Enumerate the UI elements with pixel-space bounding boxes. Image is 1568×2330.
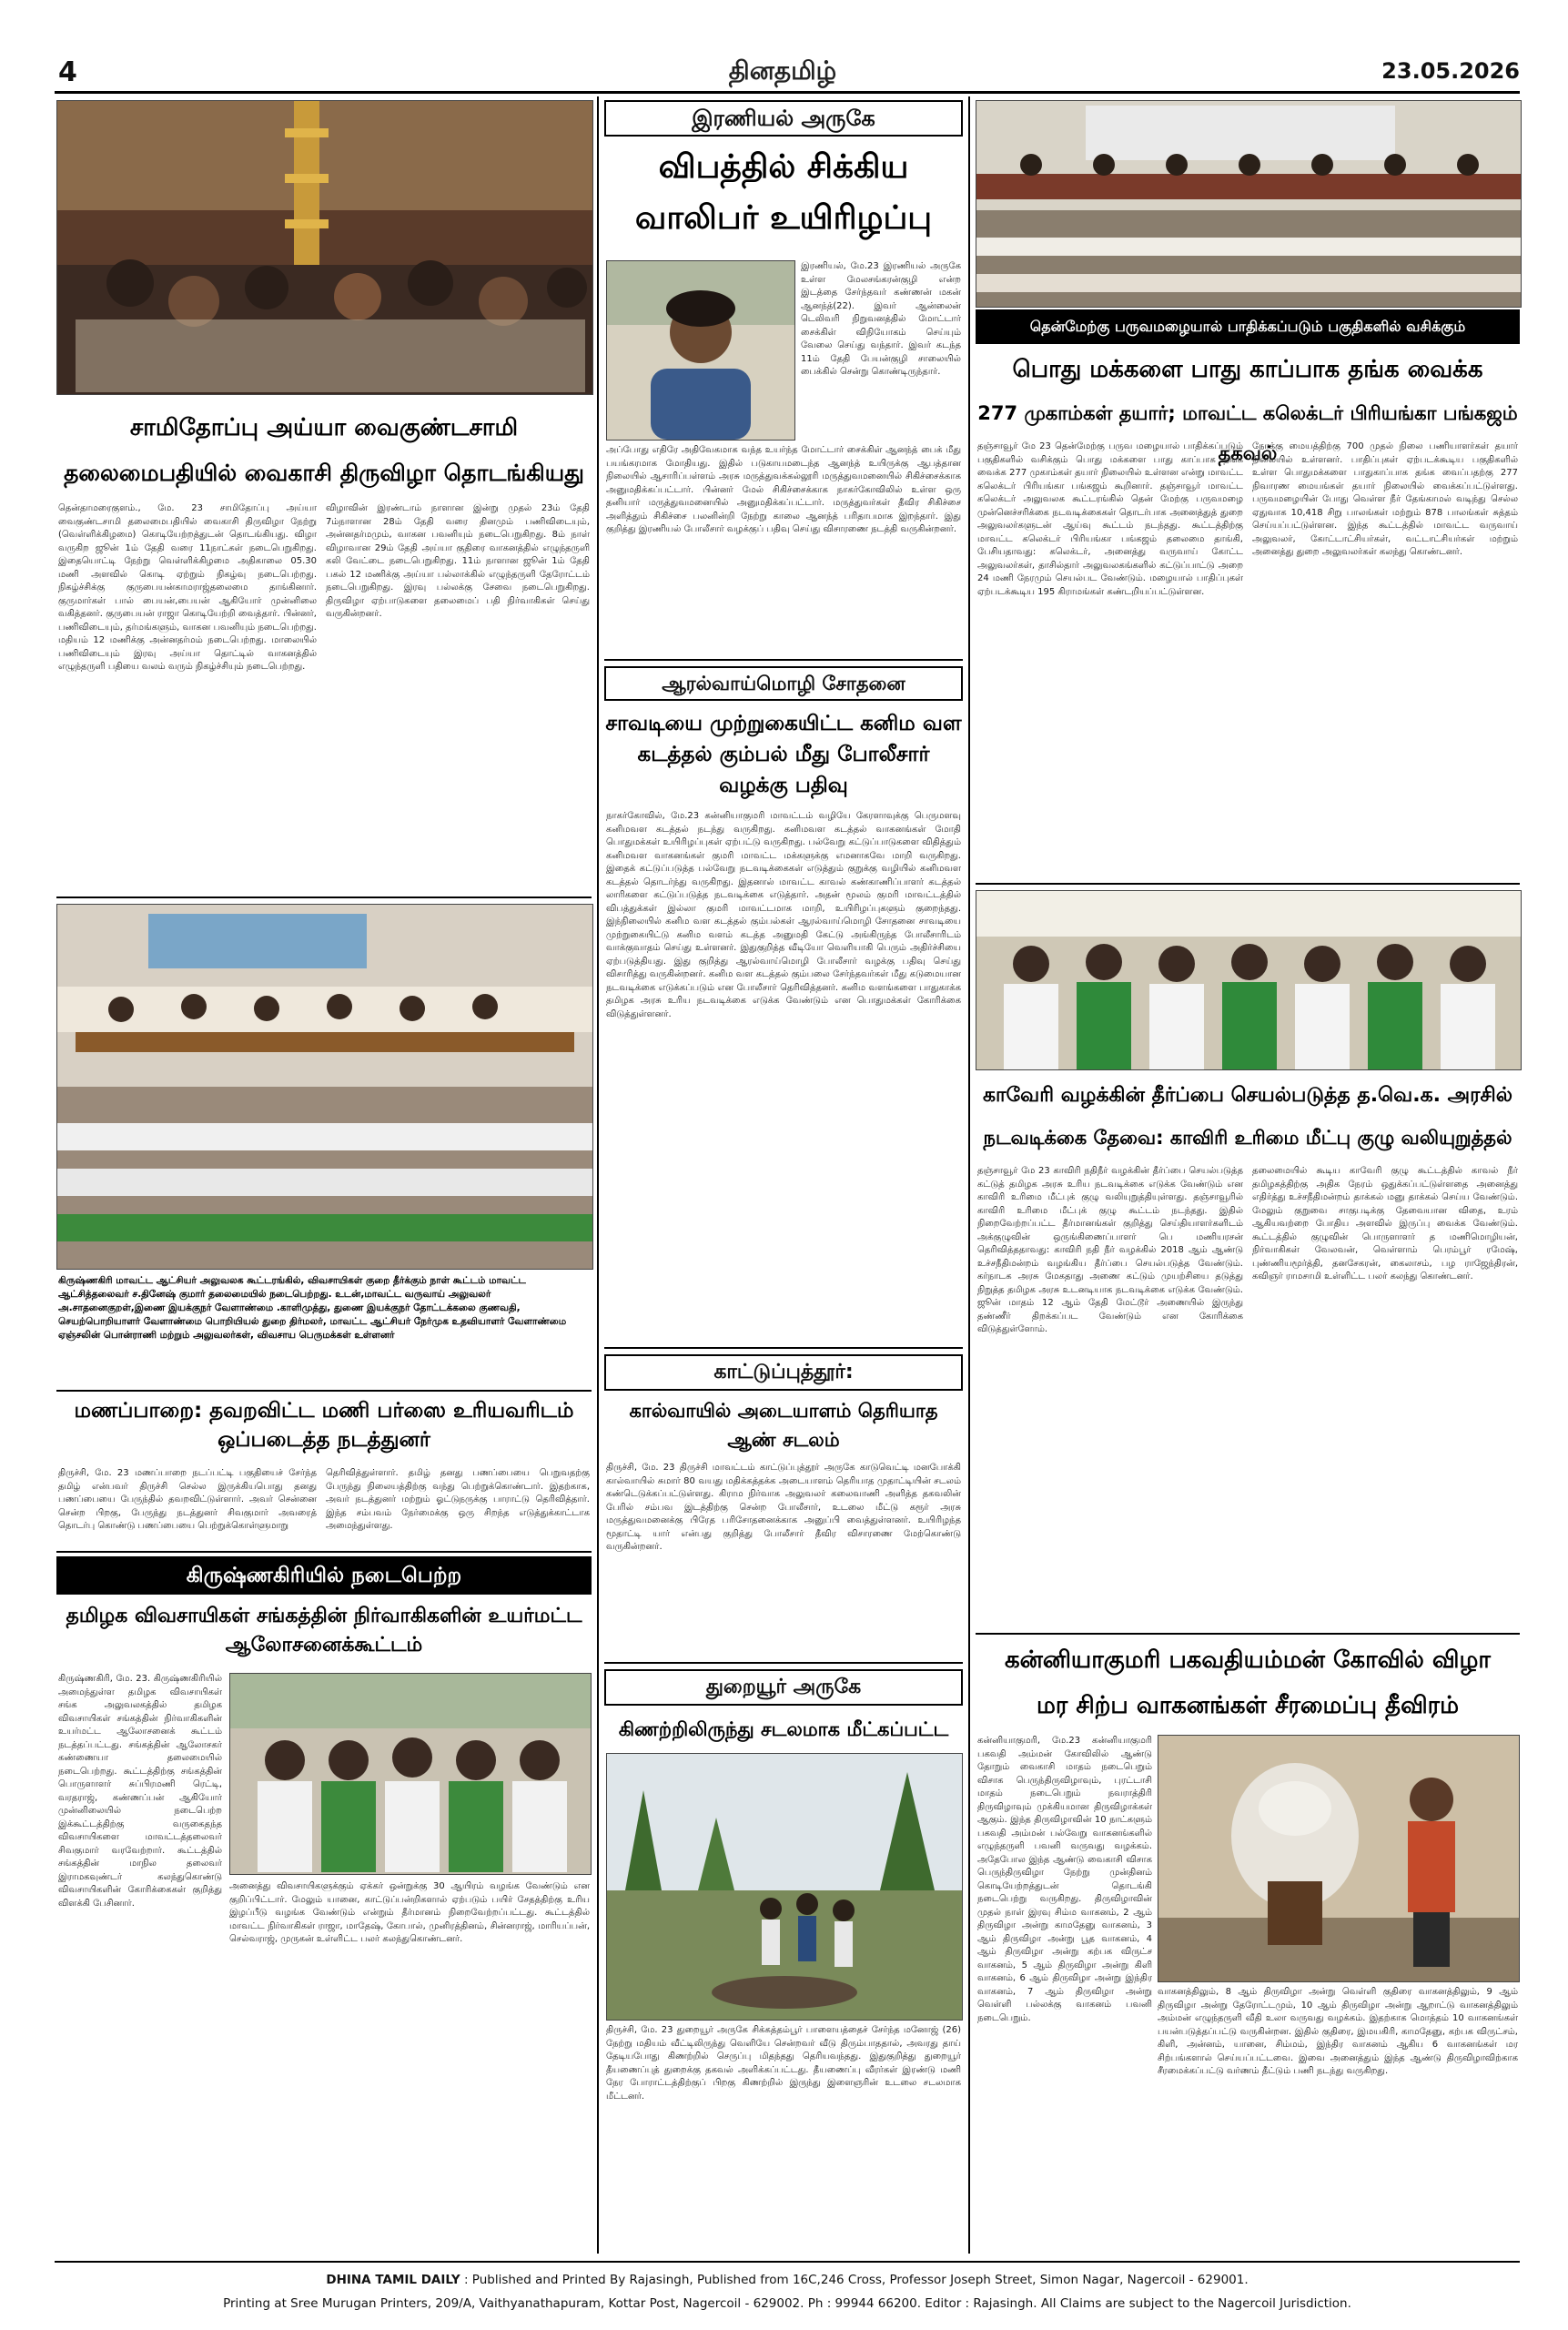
col2-divider-2 bbox=[604, 1347, 963, 1349]
kattuputhur-headline: கால்வாயில் அடையாளம் தெரியாத ஆண் சடலம் bbox=[629, 1400, 938, 1451]
manapparai-body-left: திருச்சி, மே. 23 மணப்பாறை நடப்பட்டி பகுதியைச் சேர்ந்த தமிழ் என்பவர் திருச்சி செல்ல இருக்கியபொது தனது பணப்பையை பேருந்தில் தவறவிட்டுள்ளார். அவர் சென்னை சென்ற பிறகு, பேருந்து நடத்துனர் சிவகுமார் அவரைத் தொடர்பு கொண்டு பணப்பையை பெற்றுக்கொள்ளுமாறு bbox=[58, 1468, 317, 1531]
thuraiyur-headline: கிணற்றிலிருந்து சடலமாக மீட்கப்பட்ட bbox=[618, 1718, 949, 1740]
well-rescue-photo bbox=[606, 1753, 963, 2021]
collector-meeting-photo bbox=[56, 904, 593, 1270]
kanyakumari-body-right: வாகனத்திலும், 8 ஆம் திருவிழா அன்று வெள்ளி குதிரை வாகனத்திலும், 9 ஆம் திருவிழா அன்று தேரோட்டமும், 10 ஆம் திருவிழா அன்று ஆறாட்டு வாகனத்திலும் அம்மன் எழுந்தருளி வீதி உலா வருவது வழக்கம். இதற்காக மொத்தம் 10 வாகனங்கள் பயன்படுத்தப்பட்டு வருகின்றன. இதில் குதிரை, இமயகிரி, காமதேனு, கற்பக விருட்சம், கிளி, அன்னம், யானை, சிம்மம், இந்திர வாகனம் ஆகிய 6 வாகனங்கள் மர சிற்பங்களால் செய்யப்பட்டவை. இவை அனைத்தும் இந்த ஆண்டு திருவிழாவிற்காக சீரமைக்கப்பட்டு வர்ணம் தீட்டும் பணி நடந்து வருகிறது. bbox=[1158, 1987, 1518, 2076]
manapparai-body-right: தெரிவித்துள்ளார். தமிழ் தனது பணப்பையை பெறுவதற்கு பேருந்து நிலையத்திற்கு வந்து பெற்றுக்கொண்டார். இதற்காக, அவர் நடத்துனர் மற்றும் ஓட்டுநருக்கு பாராட்டு தெரிவித்தார். இந்த சம்பவம் நேர்மைக்கு ஒரு சிறந்த எடுத்துக்காட்டாக அமைந்துள்ளது. bbox=[326, 1468, 590, 1531]
eraniel-body-full: அப்போது எதிரே அதிவேகமாக வந்த உயர்ந்த மோட்டார் சைக்கிள் ஆனந்த் பைக் மீது பயங்கரமாக மோதியது. இதில் படுகாயமடைந்த ஆனந்த் உயிருக்கு ஆபத்தான நிலையில் ஆசாரிப்பள்ளம் அரசு மருத்துவக்கல்லூரி மருத்துவமனையில் சிகிச்சைக்காக அனுமதிக்கப்பட்டார். பின்னர் மேல் சிகிச்சைக்காக நாகர்கோவிலில் உள்ள ஒரு தனியார் மருத்துவமனையில் அனுமதிக்கப்பட்டார். மருத்துவர்கள் தீவிர சிகிச்சை அளித்தும் சிகிச்சை பலனின்றி நேற்று காலை ஆனந்த் பரிதாபமாக இறந்தார். இது குறித்து இரணியல் போலீசார் வழக்குப் பதிவு செய்து விசாரணை நடத்தி வருகின்றனர். bbox=[606, 445, 961, 534]
eraniel-body-side: இரணியல், மே.23 இரணியல் அருகே உள்ள மேலசங்கரன்குழி என்ற இடத்தை சேர்ந்தவர் கண்ணன் மகன் ஆனந்த்(22). இவர் ஆன்லைன் டெலிவரி நிறுவனத்தில் மோட்டார் சைக்கிள் விநியோகம் செய்யும் வேலை செய்து வந்தார். இவர் கடந்த 11ம் தேதி பேயன்குழி சாலையில் பைக்கில் சென்று கொண்டிருந்தார். bbox=[801, 261, 961, 377]
eraniel-kicker: இரணியல் அருகே bbox=[692, 106, 875, 131]
samithoppu-body-right: விழாவின் இரண்டாம் நாளான இன்று முதல் 23ம் தேதி 7ம்நாளான 28ம் தேதி வரை தினமும் பணிவிடையும், அன்னதர்மமும், வாகன பவனியும் நடைபெறுகிறது. 8ம் நாள் விழாவான 29ம் தேதி அய்யா குதிரை வாகனத்தில் எழுந்தருளி கலி வேட்டை நடைபெறுகிறது. 11ம் நாளான ஜூன் 1ம் தேதி பகல் 12 மணிக்கு அய்யா பல்லாக்கில் எழுந்தருளி தேரோட்டம் நடைபெறுகிறது. இரவு பல்லக்கு சேவை நடைபெறுகிறது. திருவிழா ஏற்பாடுகளை தலைமைப் பதி நிர்வாகிகள் செய்து வருகின்றனர். bbox=[326, 503, 590, 619]
cauvery-headline-1: காவேரி வழக்கின் தீர்ப்பை செயல்படுத்த த.வெ.க. அரசில் bbox=[982, 1084, 1512, 1107]
kanyakumari-headline-1: கன்னியாகுமரி பகவதியம்மன் கோவில் விழா bbox=[1004, 1646, 1491, 1674]
kanyakumari-body-left: கன்னியாகுமரி, மே.23 கன்னியாகுமரி பகவதி அம்மன் கோவிலில் ஆண்டு தோறும் வைகாசி மாதம் நடைபெறும் விசாக பெருந்திருவிழாவும், புரட்டாசி மாதம் நடைபெறும் நவராத்திரி திருவிழாவும் முக்கியமான திருவிழாக்கள் ஆகும். இந்த திருவிழாவின் 10 நாட்களும் பகவதி அம்மன் பல்வேறு வாகனங்களில் எழுந்தருளி பவனி வருவது வழக்கம். அதேபோல இந்த ஆண்டு வைகாசி விசாக பெருந்திருவிழா நேற்று முன்தினம் கொடியேற்றத்துடன் தொடங்கி நடைபெற்று வருகிறது. திருவிழாவின் முதல் நாள் இரவு சிம்ம வாகனம், 2 ஆம் திருவிழா அன்று காமதேனு வாகனம், 3 ஆம் திருவிழா அன்று பூத வாகனம், 4 ஆம் திருவிழா அன்று கற்பக விருட்ச வாகனம், 5 ஆம் திருவிழா அன்று கிளி வாகனம், 6 ஆம் திருவிழா அன்று இந்திர வாகனம், 7 ஆம் திருவிழா அன்று வெள்ளி பல்லக்கு வாகனம் பவனி நடைபெறும். bbox=[977, 1736, 1152, 2023]
monsoon-kicker: தென்மேற்கு பருவமழையால் பாதிக்கப்படும் பகுதிகளில் வசிக்கும் bbox=[1029, 318, 1466, 335]
monsoon-headline-1: பொது மக்களை பாது காப்பாக தங்க வைக்க bbox=[1012, 356, 1483, 383]
imprint-line-2: Printing at Sree Murugan Printers, 209/A, Vaithyanathapuram, Kottar Post, Nagercoil - 629002. Ph : 99944 66200. Editor : Rajasingh. All Claims are subject to the Nagercoil Jurisdiction. bbox=[223, 2296, 1351, 2311]
krishnagiri-body-right: அனைத்து விவசாயிகளுக்கும் ஏக்கர் ஒன்றுக்கு 30 ஆயிரம் வழங்க வேண்டும் என குறிப்பிட்டார். மேலும் யானை, காட்டுப்பன்றிகளால் ஏற்படும் பயிர் சேதத்திற்கு உரிய இழப்பீடு வழங்க வேண்டும் என்றும் தீர்மானம் நிறைவேற்றப்பட்டது. கூட்டத்தில் மாவட்ட நிர்வாகிகள் ராஜா, மாதேஷ், கோபால், முனிரத்தினம், சின்னராஜ், மாரியப்பன், செல்வராஜ், முருகன் உள்ளிட்ட பலர் கலந்துகொண்டனர். bbox=[229, 1881, 590, 1944]
footer-top-rule bbox=[55, 2261, 1520, 2263]
cauvery-body-left: தஞ்சாவூர் மே 23 காவிரி நதிநீர் வழக்கின் தீர்ப்பை செயல்படுத்த கட்டுத் தமிழக அரசு உரிய நடவடிக்கை எடுக்க வேண்டும் என காவிரி உரிமை மீட்புக் குழு வலியுறுத்தியுள்ளது. தஞ்சாவூரில் காவிரி உரிமை மீட்புக் குழு கூட்டம் நடந்தது. இதில் நிறைவேற்றப்பட்ட தீர்மானங்கள் குறித்து செய்தியாளர்களிடம் அக்குழுவின் ஒருங்கிணைப்பாளர் பெ மணியரசன் தெரிவித்ததாவது: காவிரி நதி நீர் வழக்கில் 2018 ஆம் ஆண்டு உச்சநீதிமன்றம் வழங்கிய தீர்ப்பை செயல்படுத்த வேண்டும். கர்நாடக அரசு மேகதாது அணை கட்டும் முயற்சியை தடுத்து நிறுத்த தமிழக அரசு உடனடியாக நடவடிக்கை எடுக்க வேண்டும். ஜூன் மாதம் 12 ஆம் தேதி மேட்டூர் அணையில் இருந்து தண்ணீர் திறக்கப்பட வேண்டும் என கோரிக்கை விடுத்துள்ளோம். bbox=[977, 1166, 1243, 1334]
imprint-title: DHINA TAMIL DAILY bbox=[326, 2273, 460, 2287]
thuraiyur-kicker: துறையூர் அருகே bbox=[705, 1676, 862, 1698]
kattuputhur-kicker: காட்டுப்புத்தூர்: bbox=[713, 1361, 854, 1383]
monsoon-body-right: நோக்கு மையத்திற்கு 700 முதல் நிலை பணியாளர்கள் தயார் நிலையில் உள்ளனர். பாதிப்புகள் ஏற்படக்கூடிய பகுதிகளில் உள்ள பொதுமக்களை பாதுகாப்பாக தங்க வைப்பதற்கு 277 நிவாரண மையங்கள் தயார் நிலையில் வைக்கப்பட்டுள்ளது. பருவமழையின் போது வெள்ள நீர் தேங்காமல் வடிந்து செல்ல ஏதுவாக 10,418 சிறு பாலங்கள் மற்றும் 878 பாலங்கள் சுத்தம் செய்யப்பட்டுள்ளன. இந்த கூட்டத்தில் மாவட்ட வருவாய் அலுவலர், கோட்டாட்சியர்கள், வட்டாட்சியர்கள் மற்றும் அனைத்து துறை அலுவலர்கள் கலந்து கொண்டனர். bbox=[1252, 441, 1518, 557]
col3-divider-2 bbox=[976, 1633, 1520, 1635]
manapparai-headline: மணப்பாறை: தவறவிட்ட மணி பர்ஸை உரியவரிடம் ஒப்படைத்த நடத்துனர் bbox=[74, 1399, 574, 1452]
accident-victim-photo bbox=[606, 260, 795, 441]
cauvery-body-right: தலைமையில் கூடிய காவேரி குழு கூட்டத்தில் காவல் நீர் தமிழகத்திற்கு அதிக நேரம் ஒதுக்கப்பட்டுள்ளதை அனைத்து எதிர்த்து உச்சநீதிமன்றம் தாக்கல் மனு தாக்கல் செய்ய வேண்டும். மேலும் குறுவை சாகுபடிக்கு தேவையான விதை, உரம் ஆகியவற்றை போதிய அளவில் இருப்பு வைக்க வேண்டும். கூட்டத்தில் குழுவின் பொருளாளர் த மணிமொழியன், நிர்வாகிகள் வேலவன், வெள்ளாம் பெரம்பூர் ரமேஷ், புண்ணியமூர்த்தி, தனசேகரன், கைலாசம், பழ ராஜேந்திரன், கவிஞர் ராமசாமி உள்ளிட்ட பலர் கலந்து கொண்டனர். bbox=[1252, 1166, 1518, 1282]
col2-divider-1 bbox=[604, 659, 963, 661]
farmers-association-photo bbox=[229, 1673, 592, 1875]
krishnagiri-body-left: கிருஷ்ணகிரி, மே. 23. கிருஷ்ணகிரியில் அமைந்துள்ள தமிழக விவசாயிகள் சங்க அலுவலகத்தில் தமிழக விவசாயிகள் சங்கத்தின் நிர்வாகிகளின் உயர்மட்ட ஆலோசனைக் கூட்டம் நடத்தப்பட்டது. சங்கத்தின் ஆலோசகர் கண்ணையா தலைமையில் நடைபெற்றது. கூட்டத்திற்கு சங்கத்தின் பொருளாளர் சுப்பிரமணி ரெட்டி, வரதராஜ், கண்ணப்பன் ஆகியோர் முன்னிலையில் நடைபெற்ற இக்கூட்டத்திற்கு வருகைதந்த விவசாயிகளை மாவட்டத்தலைவர் சிவகுமார் வரவேற்றார். கூட்டத்தில் சங்கத்தின் மாநில தலைவர் இராமகவுண்டர் கலந்துகொண்டு விவசாயிகளின் கோரிக்கைகள் குறித்து விளக்கி பேசினார். bbox=[58, 1674, 222, 1909]
samithoppu-body-left: தென்தாமரைகுளம்., மே. 23 சாமிதோப்பு அய்யா வைகுண்டசாமி தலைமைபதியில் வைகாசி திருவிழா நேற்று (வெள்ளிக்கிழமை) கொடியேற்றத்துடன் தொடங்கியது. விழா வருகிற ஜூன் 1ம் தேதி வரை 11நாட்கள் நடைபெறுகிறது. இதையொட்டி நேற்று வெள்ளிக்கிழமை அதிகாலை 05.30 மணி அளவில் கொடி ஏற்றும் நிகழ்வு நடைபெற்றது. நிகழ்ச்சிக்கு குருபையன்காமராஜ்தலைமை தாங்கினார். குருமார்கள் பால் பையன்,பையன் ஆகியோர் முன்னிலை வகித்தனர். குருபையன் ராஜா கொடியேற்றி வைத்தார். பின்னர், பணிவிடையும், தர்மங்களும், வாகன பவனியும் நடைபெற்றது. மதியம் 12 மணிக்கு அன்னதர்மம் நடைபெற்றது. மாலையில் பணிவிடையும் இரவு அய்யா தொட்டில் வாகனத்தில் எழுந்தருளி பதியை வலம் வரும் நிகழ்ச்சியும் நடைபெற்றது. bbox=[58, 503, 317, 672]
paper-name: தினதமிழ் bbox=[728, 56, 837, 86]
wooden-vahanam-photo bbox=[1158, 1735, 1520, 1982]
page-number: 4 bbox=[58, 56, 77, 88]
column-separator-1 bbox=[597, 96, 599, 2254]
krishnagiri-kicker: கிருஷ்ணகிரியில் நடைபெற்ற bbox=[186, 1564, 462, 1587]
imprint-publisher: : Published and Printed By Rajasingh, Published from 16C,246 Cross, Professor Joseph Street, Simon Nagar, Nagercoil - 629001. bbox=[463, 2273, 1249, 2287]
col2-divider-3 bbox=[604, 1662, 963, 1664]
kattuputhur-body: திருச்சி, மே. 23 திருச்சி மாவட்டம் காட்டுப்புத்தூர் அருகே காடுவெட்டி மனபோக்கி கால்வாயில் சுமார் 80 வயது மதிக்கத்தக்க அடையாளம் தெரியாத முதாட்டியின் சடலம் கண்டெடுக்கப்பட்டுள்ளது. கிராம நிர்வாக அலுவலர் கலைவாணி அளித்த தகவலின் பேரில் சம்பவ இடத்திற்கு சென்ற போலீசார், உடலை மீட்டு கரூர் அரசு மருத்துவமனைக்கு பிரேத பரிசோதனைக்காக அனுப்பி வைத்துள்ளனர். உயிரிழந்த மூதாட்டி யார் என்பது குறித்து போலீசார் தீவிர விசாரணை மேற்கொண்டு வருகின்றனர். bbox=[606, 1463, 961, 1552]
thuraiyur-body: திருச்சி, மே. 23 துறையூர் அருகே சிக்கத்தம்பூர் பாளையத்தைச் சேர்ந்த மனோஜ் (26) நேற்று மதியம் வீட்டிலிருந்து வெளியே சென்றவர் வீடு திரும்பாததால், அவரது தாய் தேடியபோது கிணற்றில் செருப்பு மிதந்தது தெரியவந்தது. இதுகுறித்து துறையூர் தீயணைப்புத் துறைக்கு தகவல் அளிக்கப்பட்டது. தீயணைப்பு வீரர்கள் இரண்டு மணி நேர போராட்டத்திற்குப் பிறகு கிணற்றில் இருந்து இளைஞரின் உடலை சடலமாக மீட்டனர். bbox=[606, 2025, 961, 2102]
monsoon-body-left: தஞ்சாவூர் மே 23 தென்மேற்கு பருவ மழையால் பாதிக்கப்படும் பகுதிகளில் வசிக்கும் பொது மக்களை பாது காப்பாக தங்க வைக்க 277 முகாம்கள் தயார் நிலையில் உள்ளன என்று மாவட்ட கலெக்டர் பிரியங்கா பங்கஜம் கூறினார். தஞ்சாவூர் மாவட்ட கலெக்டர் அலுவலக கூட்டரங்கில் தென் மேற்கு பருவமழை முன்னெச்சரிக்கை நடவடிக்கைகள் தொடர்பாக அனைத்துத் துறை அலுவலர்களுடன் ஆய்வு கூட்டம் நடந்தது. கூட்டத்திற்கு மாவட்ட கலெக்டர் பிரியங்கா பங்கஜம் தலைமை தாங்கி, பேசியதாவது: கலெக்டர், அனைத்து வருவாய் கோட்ட அலுவலர்கள், தாசில்தார் அலுவலகங்களில் கட்டுப்பாட்டு அறை 24 மணி நேரமும் செயல்பட வேண்டும். மழையால் பாதிப்புகள் ஏற்படக்கூடிய 195 கிராமங்கள் கண்டறியப்பட்டுள்ளன. bbox=[977, 441, 1243, 597]
col1-divider-3 bbox=[56, 1551, 592, 1553]
collector-meeting-caption: கிருஷ்ணகிரி மாவட்ட ஆட்சியர் அலுவலக கூட்டரங்கில், விவசாயிகள் குறை தீர்க்கும் நாள் கூட்டம் மாவட்ட ஆட்சித்தலைவர் ச.தினேஷ் குமார் தலைமையில் நடைபெற்றது. உடன்,மாவட்ட வருவாய் அலுவலர் அ.சாதனைகுறள்,இணை இயக்குநர் வேளாண்மை .காளிமுத்து, துணை இயக்குநர் தோட்டக்கலை குணவதி, செயற்பொறியாளர் வேளாண்மை பொறியியல் துறை திர்மலர், மாவட்ட ஆட்சியர் நேர்முக உதவியாளர் வேளாண்மை ஏஞ்சலின் பொன்ராணி மற்றும் அலுவலர்கள், விவசாய பெருமக்கள் உள்ளனர் bbox=[58, 1275, 567, 1341]
kanyakumari-headline-2: மர சிற்ப வாகனங்கள் சீரமைப்பு தீவிரம் bbox=[1036, 1692, 1460, 1719]
cauvery-headline-2: நடவடிக்கை தேவை: காவிரி உரிமை மீட்பு குழு வலியுறுத்தல் bbox=[983, 1127, 1512, 1149]
temple-festival-photo bbox=[56, 100, 593, 395]
aralvaimozhi-headline: சாவடியை முற்றுகையிட்ட கனிம வள கடத்தல் கும்பல் மீது போலீசார் வழக்கு பதிவு bbox=[605, 712, 962, 797]
cauvery-committee-photo bbox=[976, 890, 1522, 1070]
column-separator-2 bbox=[968, 96, 970, 2254]
monsoon-meeting-photo bbox=[976, 100, 1522, 308]
krishnagiri-headline: தமிழக விவசாயிகள் சங்கத்தின் நிர்வாகிகளின் உயர்மட்ட ஆலோசனைக்கூட்டம் bbox=[66, 1605, 582, 1656]
aralvaimozhi-kicker: ஆரல்வாய்மொழி சோதனை bbox=[662, 673, 905, 694]
masthead-rule bbox=[55, 91, 1520, 94]
aralvaimozhi-body: நாகர்கோவில், மே.23 கன்னியாகுமரி மாவட்டம் வழியே கேரளாவுக்கு பெருமளவு கனிமவள கடத்தல் நடந்து வருகிறது. கனிமவள கடத்தல் வாகனங்கள் மோதி பொதுமக்கள் உயிரிழப்புகள் ஏற்பட்டு வருகிறது. பல்வேறு கட்டுப்பாடுகளை விதித்தும் கனிமவள வாகனங்கள் குமரி மாவட்ட மக்களுக்கு எமனாகவே மாறி வருகிறது. இதைக் கட்டுப்படுத்த பல்வேறு நடவடிக்கைகள் எடுத்தும் குறுக்கு வழியில் கனிமவள கடத்தல் தொடர்ந்து வருகிறது. இதனால் மாவட்ட காவல் கண்காணிப்பாளர் கடத்தல் லாரிகளை கட்டுப்படுத்த நடவடிக்கை எடுத்தார். அதன் மூலம் குமரி மாவட்டத்தில் விபத்துக்கள் இல்லா குமரி மாவட்டமாக மாறி, உயிரிழப்புகளும் குறைந்தது. இந்நிலையில் கனிம வள கடத்தல் கும்பல்கள் ஆரல்வாய்மொழி சோதனை சாவடியை முற்றுகையிட்டு கனிம வளம் கடத்த அனுமதி கேட்டு அங்கிருந்த போலீசாரிடம் வாக்குவாதம் செய்து உள்ளனர். இதுகுறித்த வீடியோ வெளியாகி பெரும் அதிர்ச்சியை ஏற்படுத்தியது. இது குறித்து ஆரல்வாய்மொழி போலீசார் வழக்கு பதிவு செய்து விசாரித்து வருகின்றனர். கனிம வள கடத்தல் கும்பலை சேர்ந்தவர்கள் மீது கடுமையான நடவடிக்கை எடுக்கப்படும் என போலீசார் தெரிவித்தனர். கனிம வளங்களை பாதுகாக்க தமிழக அரசு உரிய நடவடிக்கை எடுக்க வேண்டும் என பொதுமக்கள் கோரிக்கை விடுத்துள்ளனர். bbox=[606, 811, 961, 1019]
col3-divider-1 bbox=[976, 883, 1520, 885]
eraniel-headline: விபத்தில் சிக்கிய வாலிபர் உயிரிழப்பு bbox=[634, 148, 933, 237]
samithoppu-headline-1: சாமிதோப்பு அய்யா வைகுண்டசாமி bbox=[129, 414, 519, 441]
monsoon-headline-2: 277 முகாம்கள் தயார்; மாவட்ட கலெக்டர் பிரியங்கா பங்கஜம் தகவல் bbox=[977, 402, 1518, 464]
samithoppu-headline-2: தலைமைபதியில் வைகாசி திருவிழா தொடங்கியது bbox=[64, 460, 584, 486]
col1-divider-1 bbox=[56, 897, 592, 898]
col1-divider-2 bbox=[56, 1390, 592, 1392]
issue-date: 23.05.2026 bbox=[1381, 58, 1520, 84]
imprint-line-1 bbox=[55, 2268, 1520, 2292]
